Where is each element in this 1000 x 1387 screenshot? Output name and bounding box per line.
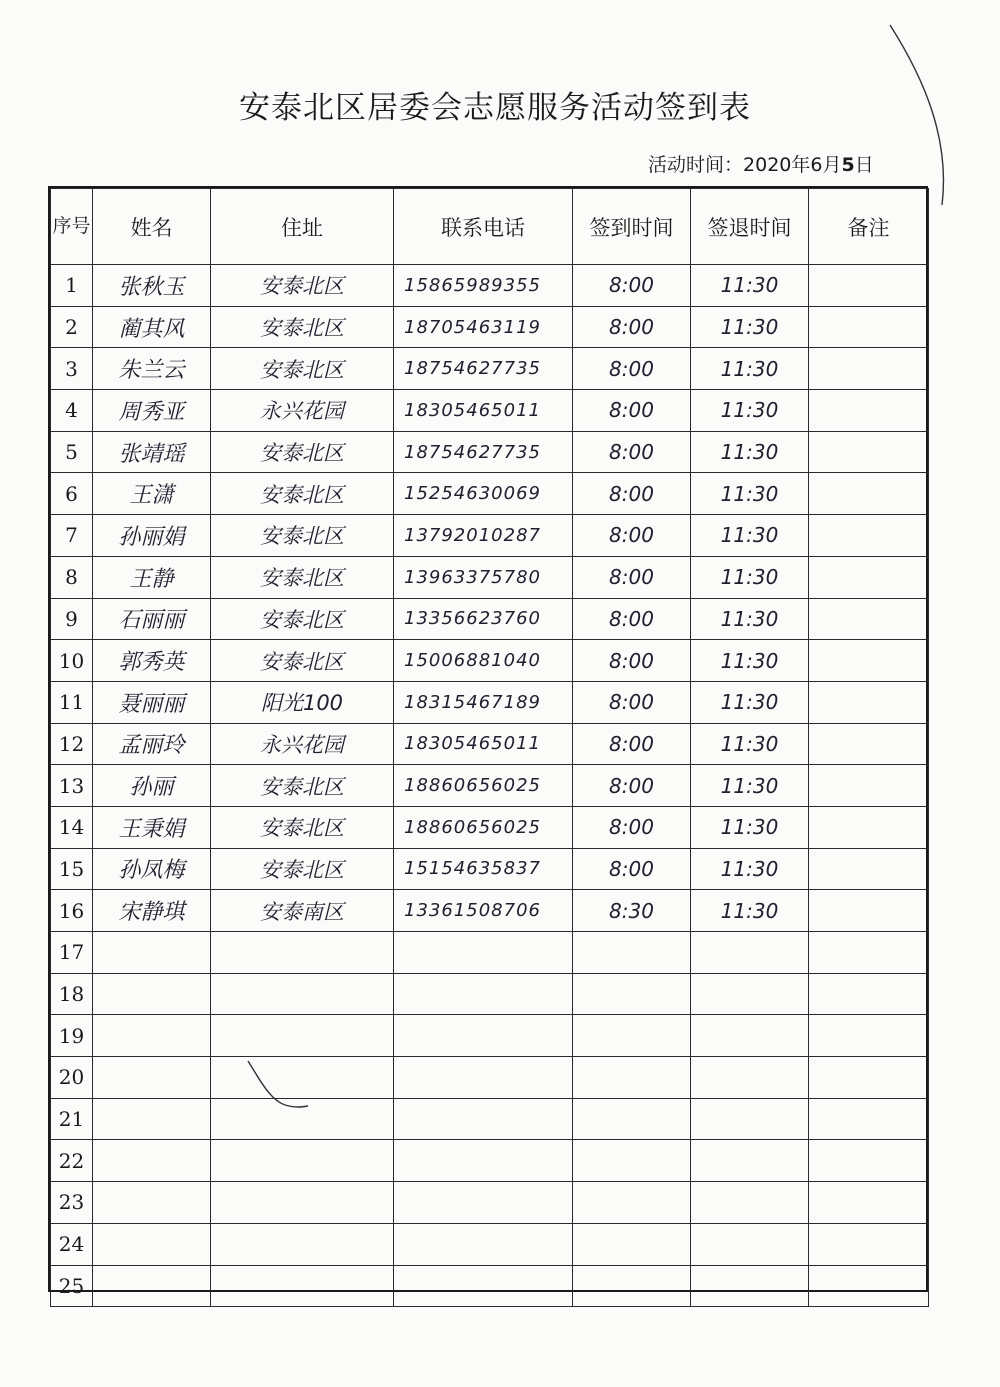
row-checkin: 8:00 xyxy=(573,765,691,807)
table-row xyxy=(51,515,929,557)
row-number: 17 xyxy=(51,932,93,974)
row-number: 3 xyxy=(51,348,93,390)
row-name xyxy=(93,1140,211,1182)
table-row xyxy=(51,306,929,348)
row-checkout: 11:30 xyxy=(691,681,809,723)
row-remark xyxy=(809,556,929,598)
table-row xyxy=(51,1223,929,1265)
row-remark xyxy=(809,1098,929,1140)
row-checkout: 11:30 xyxy=(691,598,809,640)
row-remark xyxy=(809,806,929,848)
row-remark xyxy=(809,306,929,348)
row-name: 张靖瑶 xyxy=(93,431,211,473)
row-checkin: 8:00 xyxy=(573,306,691,348)
row-phone: 18754627735 xyxy=(394,348,573,390)
row-address: 安泰北区 xyxy=(211,806,394,848)
header-address: 住址 xyxy=(211,189,394,265)
row-number: 19 xyxy=(51,1015,93,1057)
row-address: 阳光100 xyxy=(211,681,394,723)
row-number: 9 xyxy=(51,598,93,640)
row-checkout: 11:30 xyxy=(691,848,809,890)
row-name: 孙凤梅 xyxy=(93,848,211,890)
row-number: 10 xyxy=(51,640,93,682)
row-address: 安泰北区 xyxy=(211,473,394,515)
table-row xyxy=(51,681,929,723)
row-remark xyxy=(809,598,929,640)
row-checkout: 11:30 xyxy=(691,556,809,598)
row-phone xyxy=(394,1057,573,1099)
row-remark xyxy=(809,681,929,723)
row-number: 23 xyxy=(51,1182,93,1224)
row-number: 2 xyxy=(51,306,93,348)
table-row xyxy=(51,806,929,848)
row-checkin xyxy=(573,1182,691,1224)
row-checkout: 11:30 xyxy=(691,723,809,765)
header-name: 姓名 xyxy=(93,189,211,265)
row-number: 22 xyxy=(51,1140,93,1182)
row-address xyxy=(211,1140,394,1182)
row-phone xyxy=(394,973,573,1015)
row-checkout xyxy=(691,1223,809,1265)
row-checkin: 8:00 xyxy=(573,515,691,557)
table-row xyxy=(51,765,929,807)
row-checkin xyxy=(573,1057,691,1099)
header-remark: 备注 xyxy=(809,189,929,265)
row-number: 18 xyxy=(51,973,93,1015)
row-address: 安泰北区 xyxy=(211,765,394,807)
row-number: 11 xyxy=(51,681,93,723)
row-address xyxy=(211,1057,394,1099)
table-row xyxy=(51,1098,929,1140)
table-row xyxy=(51,390,929,432)
table-row xyxy=(51,431,929,473)
row-number: 5 xyxy=(51,431,93,473)
row-remark xyxy=(809,473,929,515)
row-checkout: 11:30 xyxy=(691,306,809,348)
row-phone xyxy=(394,932,573,974)
row-name: 张秋玉 xyxy=(93,265,211,307)
row-number: 12 xyxy=(51,723,93,765)
row-checkin xyxy=(573,1098,691,1140)
table-body xyxy=(51,265,929,1307)
row-checkout: 11:30 xyxy=(691,265,809,307)
signin-table xyxy=(50,188,929,1307)
row-checkin: 8:00 xyxy=(573,390,691,432)
table-row xyxy=(51,848,929,890)
row-checkout xyxy=(691,973,809,1015)
row-address: 安泰北区 xyxy=(211,306,394,348)
row-remark xyxy=(809,932,929,974)
row-remark xyxy=(809,1015,929,1057)
page-title: 安泰北区居委会志愿服务活动签到表 xyxy=(239,90,751,126)
row-phone: 15006881040 xyxy=(394,640,573,682)
row-remark xyxy=(809,1057,929,1099)
table-row xyxy=(51,556,929,598)
table-row xyxy=(51,1057,929,1099)
row-address: 安泰北区 xyxy=(211,265,394,307)
row-checkout: 11:30 xyxy=(691,515,809,557)
row-checkin: 8:00 xyxy=(573,265,691,307)
row-number: 25 xyxy=(51,1265,93,1307)
header-phone: 联系电话 xyxy=(394,189,573,265)
row-name: 孙丽娟 xyxy=(93,515,211,557)
row-remark xyxy=(809,640,929,682)
row-phone: 18315467189 xyxy=(394,681,573,723)
row-phone xyxy=(394,1098,573,1140)
row-remark xyxy=(809,1265,929,1307)
row-phone: 18860656025 xyxy=(394,765,573,807)
row-checkin: 8:00 xyxy=(573,598,691,640)
row-name xyxy=(93,932,211,974)
row-address: 安泰北区 xyxy=(211,348,394,390)
row-phone xyxy=(394,1223,573,1265)
row-checkout: 11:30 xyxy=(691,390,809,432)
row-checkin: 8:00 xyxy=(573,348,691,390)
row-checkin xyxy=(573,1223,691,1265)
row-name xyxy=(93,1223,211,1265)
row-remark xyxy=(809,723,929,765)
row-phone: 13356623760 xyxy=(394,598,573,640)
row-phone xyxy=(394,1140,573,1182)
row-checkin: 8:00 xyxy=(573,681,691,723)
row-checkout xyxy=(691,1057,809,1099)
row-number: 8 xyxy=(51,556,93,598)
row-remark xyxy=(809,390,929,432)
table-row xyxy=(51,1140,929,1182)
row-name: 宋静琪 xyxy=(93,890,211,932)
row-address: 安泰北区 xyxy=(211,848,394,890)
row-checkout xyxy=(691,1098,809,1140)
row-name xyxy=(93,1015,211,1057)
date-suffix: 日 xyxy=(854,154,874,176)
row-remark xyxy=(809,765,929,807)
row-name xyxy=(93,1057,211,1099)
header-checkin: 签到时间 xyxy=(573,189,691,265)
date-day: 5 xyxy=(841,154,855,176)
row-checkin xyxy=(573,1140,691,1182)
row-address: 永兴花园 xyxy=(211,723,394,765)
row-name: 石丽丽 xyxy=(93,598,211,640)
table-row xyxy=(51,473,929,515)
row-checkout: 11:30 xyxy=(691,890,809,932)
row-number: 16 xyxy=(51,890,93,932)
row-remark xyxy=(809,1140,929,1182)
row-address xyxy=(211,1182,394,1224)
row-name xyxy=(93,1265,211,1307)
table-row xyxy=(51,973,929,1015)
row-checkout xyxy=(691,932,809,974)
row-number: 20 xyxy=(51,1057,93,1099)
row-checkin: 8:00 xyxy=(573,556,691,598)
row-checkin xyxy=(573,1265,691,1307)
row-address xyxy=(211,1015,394,1057)
table-row xyxy=(51,348,929,390)
row-phone: 18754627735 xyxy=(394,431,573,473)
row-checkin: 8:00 xyxy=(573,806,691,848)
row-phone: 15154635837 xyxy=(394,848,573,890)
row-checkout xyxy=(691,1265,809,1307)
header-checkout: 签退时间 xyxy=(691,189,809,265)
row-name: 王潇 xyxy=(93,473,211,515)
row-phone xyxy=(394,1182,573,1224)
row-name: 王静 xyxy=(93,556,211,598)
row-address xyxy=(211,932,394,974)
header-seq: 序号 xyxy=(51,189,93,265)
row-phone: 13361508706 xyxy=(394,890,573,932)
row-checkin: 8:00 xyxy=(573,431,691,473)
row-remark xyxy=(809,848,929,890)
row-number: 15 xyxy=(51,848,93,890)
row-phone: 18305465011 xyxy=(394,723,573,765)
row-checkin xyxy=(573,932,691,974)
row-number: 13 xyxy=(51,765,93,807)
row-checkout: 11:30 xyxy=(691,473,809,515)
row-checkout: 11:30 xyxy=(691,640,809,682)
row-name: 王秉娟 xyxy=(93,806,211,848)
row-number: 4 xyxy=(51,390,93,432)
table-row xyxy=(51,265,929,307)
row-number: 6 xyxy=(51,473,93,515)
table-row xyxy=(51,1182,929,1224)
table-row xyxy=(51,1015,929,1057)
row-address xyxy=(211,973,394,1015)
table-row xyxy=(51,640,929,682)
row-name: 蔺其风 xyxy=(93,306,211,348)
row-remark xyxy=(809,1182,929,1224)
row-checkout xyxy=(691,1182,809,1224)
row-remark xyxy=(809,973,929,1015)
row-address: 永兴花园 xyxy=(211,390,394,432)
row-remark xyxy=(809,890,929,932)
row-phone xyxy=(394,1265,573,1307)
row-number: 14 xyxy=(51,806,93,848)
row-name: 聂丽丽 xyxy=(93,681,211,723)
row-address: 安泰北区 xyxy=(211,556,394,598)
row-checkin: 8:00 xyxy=(573,848,691,890)
row-checkout: 11:30 xyxy=(691,431,809,473)
row-phone: 13963375780 xyxy=(394,556,573,598)
row-checkout: 11:30 xyxy=(691,765,809,807)
row-checkin: 8:00 xyxy=(573,640,691,682)
row-phone: 18705463119 xyxy=(394,306,573,348)
row-address: 安泰南区 xyxy=(211,890,394,932)
row-checkout: 11:30 xyxy=(691,806,809,848)
row-number: 1 xyxy=(51,265,93,307)
row-number: 21 xyxy=(51,1098,93,1140)
row-address: 安泰北区 xyxy=(211,431,394,473)
row-checkout xyxy=(691,1140,809,1182)
date-prefix: 2020年6月 xyxy=(743,154,842,176)
activity-date xyxy=(648,150,874,177)
row-number: 24 xyxy=(51,1223,93,1265)
row-name xyxy=(93,973,211,1015)
row-checkout xyxy=(691,1015,809,1057)
row-checkin: 8:00 xyxy=(573,473,691,515)
row-address xyxy=(211,1223,394,1265)
row-phone: 13792010287 xyxy=(394,515,573,557)
row-name xyxy=(93,1098,211,1140)
row-phone: 18305465011 xyxy=(394,390,573,432)
row-remark xyxy=(809,515,929,557)
table-row xyxy=(51,598,929,640)
row-number: 7 xyxy=(51,515,93,557)
row-checkin: 8:00 xyxy=(573,723,691,765)
header-row xyxy=(51,189,929,265)
row-phone xyxy=(394,1015,573,1057)
row-checkin xyxy=(573,1015,691,1057)
table-row xyxy=(51,1265,929,1307)
row-remark xyxy=(809,1223,929,1265)
row-name: 周秀亚 xyxy=(93,390,211,432)
row-address: 安泰北区 xyxy=(211,515,394,557)
row-remark xyxy=(809,348,929,390)
row-remark xyxy=(809,431,929,473)
date-label: 活动时间： xyxy=(648,154,744,176)
row-address xyxy=(211,1265,394,1307)
row-phone: 15254630069 xyxy=(394,473,573,515)
row-checkin xyxy=(573,973,691,1015)
signin-sheet xyxy=(48,186,928,1298)
row-name: 孙丽 xyxy=(93,765,211,807)
row-name: 郭秀英 xyxy=(93,640,211,682)
row-address: 安泰北区 xyxy=(211,640,394,682)
row-checkin: 8:30 xyxy=(573,890,691,932)
row-name: 朱兰云 xyxy=(93,348,211,390)
table-row xyxy=(51,890,929,932)
row-checkout: 11:30 xyxy=(691,348,809,390)
row-phone: 18860656025 xyxy=(394,806,573,848)
row-address: 安泰北区 xyxy=(211,598,394,640)
row-name: 孟丽玲 xyxy=(93,723,211,765)
row-name xyxy=(93,1182,211,1224)
row-address xyxy=(211,1098,394,1140)
table-row xyxy=(51,723,929,765)
table-row xyxy=(51,932,929,974)
row-phone: 15865989355 xyxy=(394,265,573,307)
row-remark xyxy=(809,265,929,307)
